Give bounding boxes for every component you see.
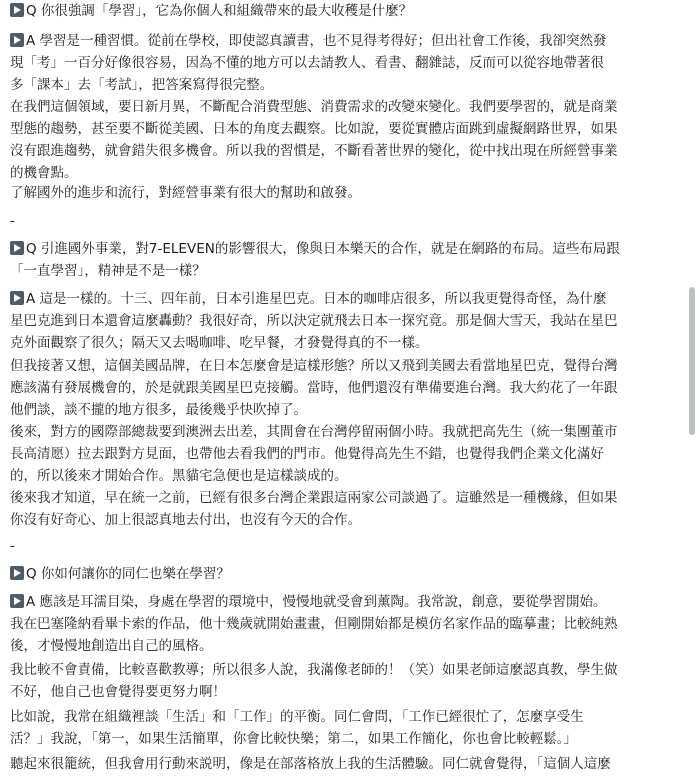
question-2-line: Q 引進國外事業，對7-ELEVEN的影響很大，像與日本樂天的合作，就是在網路的布局。這些布局跟 [10, 238, 620, 260]
answer-2-line: 星巴克進到日本還會這麼轟動？我很好奇，所以決定就飛去日本一探究竟。那是個大雪天，我站在星巴 [10, 313, 618, 329]
answer-3-line: 我在巴塞隆納看畢卡索的作品，他十幾歲就開始畫畫，但剛開始都是模仿名家作品的臨摹畫；比較純熟 [10, 616, 618, 632]
paragraph-line: 後來，對方的國際部總裁要到澳洲去出差，其間會在台灣停留兩個小時。我就把高先生（統一集團董市 [10, 424, 618, 440]
paragraph-line: 應該滿有發展機會的，於是就跟美國星巴克接觸。當時，他們還沒有準備要進台灣。我大約花了一年跟 [10, 380, 618, 396]
q3-paragraph-2 [10, 659, 618, 703]
paragraph-line: 在我們這個領域，要日新月異，不斷配合消費型態、消費需求的改變來變化。我們要學習的，就是商業 [10, 99, 618, 115]
answer-2-line: 克外面觀察了很久；隔天又去喝咖啡、吃早餐，才發覺得真的不一樣。 [10, 335, 429, 351]
paragraph-line: 比如說，我常在組織裡談「生活」和「工作」的平衡。同仁會問，「工作已經很忙了，怎麼享受生 [10, 709, 584, 725]
paragraph-line: 你沒有好奇心、加上很認真地去付出，也沒有今天的合作。 [10, 512, 361, 528]
answer-1-line: 現「考」一百分好像很容易，因為不懂的地方可以去請教人、看書、翻雜誌，反而可以從容地帶著很 [10, 55, 604, 71]
answer-2 [10, 288, 618, 354]
answer-1-line: 多「課本」去「考試」，把答案寫得很完整。 [10, 77, 274, 93]
paragraph-line: 活？」我說，「第一，如果生活簡單，你會比較快樂；第二，如果工作簡化，你也會比較輕鬆。」 [10, 731, 577, 747]
divider: - [10, 213, 15, 229]
paragraph-line: 但我接著又想，這個美國品牌，在日本怎麼會是這樣形態？所以又飛到美國去看當地星巴克，覺得台灣 [10, 358, 618, 374]
q3-paragraph-4: 聽起來很籠統，但我會用行動來説明，像是在部落格放上我的生活體驗。同仁就會覺得，「這個人這麼 [10, 756, 611, 772]
q3-paragraph-3 [10, 706, 584, 750]
question-2-line: 「一直學習」，精神是不是一樣？ [10, 263, 206, 279]
scrollbar[interactable] [689, 287, 695, 435]
answer-1 [10, 30, 607, 96]
answer-3 [10, 591, 618, 657]
divider: - [10, 538, 15, 554]
q1-paragraph-3: 了解國外的進步和流行，對經營事業有很大的幫助和啟發。 [10, 185, 361, 201]
question-1 [10, 0, 412, 22]
paragraph-line: 不好，他自己也會覺得要更努力啊！ [10, 684, 226, 700]
play-icon [10, 241, 24, 255]
paragraph-line: 我比較不會責備，比較喜歡教導；所以很多人說，我滿像老師的！（笑）如果老師這麼認真教，學生做 [10, 662, 618, 678]
play-icon [10, 291, 24, 305]
q2-paragraph-2 [10, 355, 618, 421]
answer-3-line: 後，才慢慢地創造出自己的風格。 [10, 638, 213, 654]
paragraph-line: 沒有跟進趨勢，就會錯失很多機會。所以我的習慣是，不斷看著世界的變化，從中找出現在所經營事業 [10, 143, 618, 159]
play-icon [10, 594, 24, 608]
paragraph-line: 的，所以後來才開始合作。黑貓宅急便也是這樣談成的。 [10, 468, 348, 484]
paragraph-line: 他們談，談不攏的地方很多，最後幾乎快吹掉了。 [10, 402, 307, 418]
question-3-text: Q 你如何讓你的同仁也樂在學習？ [26, 566, 230, 582]
paragraph-line: 長高清愿）拉去跟對方見面，也帶他去看我們的門市。他覺得高先生不錯，也覺得我們企業文化滿好 [10, 446, 604, 462]
play-icon [10, 566, 24, 580]
q2-paragraph-4 [10, 487, 618, 531]
answer-2-line: A 這是一樣的。十三、四年前，日本引進星巴克。日本的咖啡店很多，所以我更覺得奇怪，為什麼 [10, 288, 618, 310]
play-icon [10, 33, 24, 47]
q1-paragraph-2 [10, 96, 618, 184]
paragraph-line: 型態的趨勢，甚至要不斷從美國、日本的角度去觀察。比如說，要從實體店面跳到虛擬網路世界，如果 [10, 121, 618, 137]
answer-1-line: A 學習是一種習慣。從前在學校，即使認真讀書，也不見得考得好；但出社會工作後，我卻突然發 [10, 30, 607, 52]
question-3 [10, 563, 230, 585]
q2-paragraph-3 [10, 421, 618, 487]
paragraph-line: 後來我才知道，早在統一之前，已經有很多台灣企業跟這兩家公司談過了。這雖然是一種機緣，但如果 [10, 490, 618, 506]
paragraph-line: 的機會點。 [10, 165, 78, 181]
play-icon [10, 3, 24, 17]
question-2 [10, 238, 620, 282]
answer-3-line: A 應該是耳濡目染，身處在學習的環境中，慢慢地就受會到薰陶。我常說，創意，要從學習開始。 [10, 591, 618, 613]
question-1-text: Q 你很強調「學習」，它為你個人和組織帶來的最大收穫是什麼？ [26, 3, 413, 19]
